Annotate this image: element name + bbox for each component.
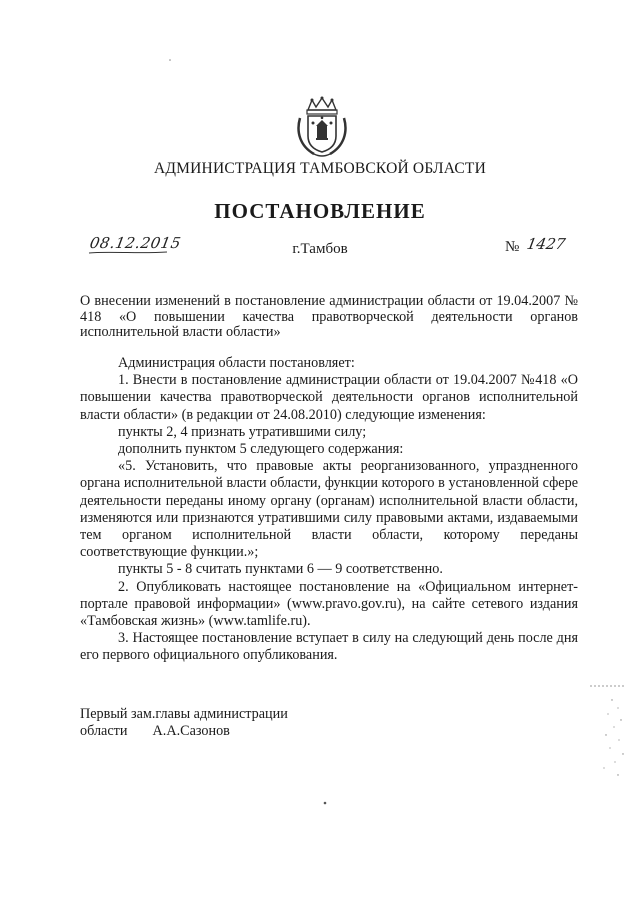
scan-noise-dot — [168, 58, 172, 62]
document-date: 08.12.2015 — [88, 234, 183, 252]
body-paragraph: 2. Опубликовать настоящее постановление на «Официальном интернет-портале правовой информации» (www.pravo.gov.ru), на сайте сетевого издания «Тамбовская жизнь» (www.tamlife.ru). — [80, 578, 578, 630]
signatory-position: Первый зам.главы администрации — [80, 706, 288, 722]
body-paragraph: пункты 5 - 8 считать пунктами 6 — 9 соответственно. — [118, 561, 443, 578]
document-number-prefix: № — [505, 239, 520, 255]
scan-noise-dot — [322, 800, 328, 806]
document-number: 1427 — [525, 235, 567, 253]
city-label: г.Тамбов — [292, 241, 348, 257]
body-paragraph: пункты 2, 4 признать утратившими силу; — [118, 423, 367, 440]
body-paragraph: «5. Установить, что правовые акты реорганизованного, упраздненного органа исполнительной власти области, функции которого в установленной сфере деятельности переданы иному органу (органам) исполнительной власти области, изменяются или признаются утратившими силу правовыми актами, издаваемыми тем органом исполнительной власти области, которому переданы соответствующие функции.»; — [80, 458, 578, 561]
scan-noise — [588, 680, 628, 790]
document-subject: О внесении изменений в постановление администрации области от 19.04.2007 № 418 «О повышении качества правотворческой деятельности органов исполнительной власти области» — [80, 293, 578, 340]
signatory-position-cont: области — [80, 723, 128, 739]
body-paragraph: Администрация области постановляет: — [118, 355, 355, 371]
body-paragraph: 1. Внести в постановление администрации области от 19.04.2007 №418 «О повышении качества правотворческой деятельности органов исполнительной власти области» (в редакции от 24.08.2010) следующие изменения: — [80, 372, 578, 423]
body-paragraph: дополнить пунктом 5 следующего содержания: — [118, 441, 404, 458]
document-type-title: ПОСТАНОВЛЕНИЕ — [214, 199, 426, 223]
document-body — [80, 355, 578, 665]
signature-block — [80, 706, 288, 740]
coat-of-arms-icon — [294, 96, 350, 158]
organization-name: АДМИНИСТРАЦИЯ ТАМБОВСКОЙ ОБЛАСТИ — [154, 160, 486, 177]
body-paragraph: 3. Настоящее постановление вступает в силу на следующий день после дня его первого официального опубликования. — [80, 630, 578, 664]
signatory-name: А.А.Сазонов — [152, 723, 230, 739]
